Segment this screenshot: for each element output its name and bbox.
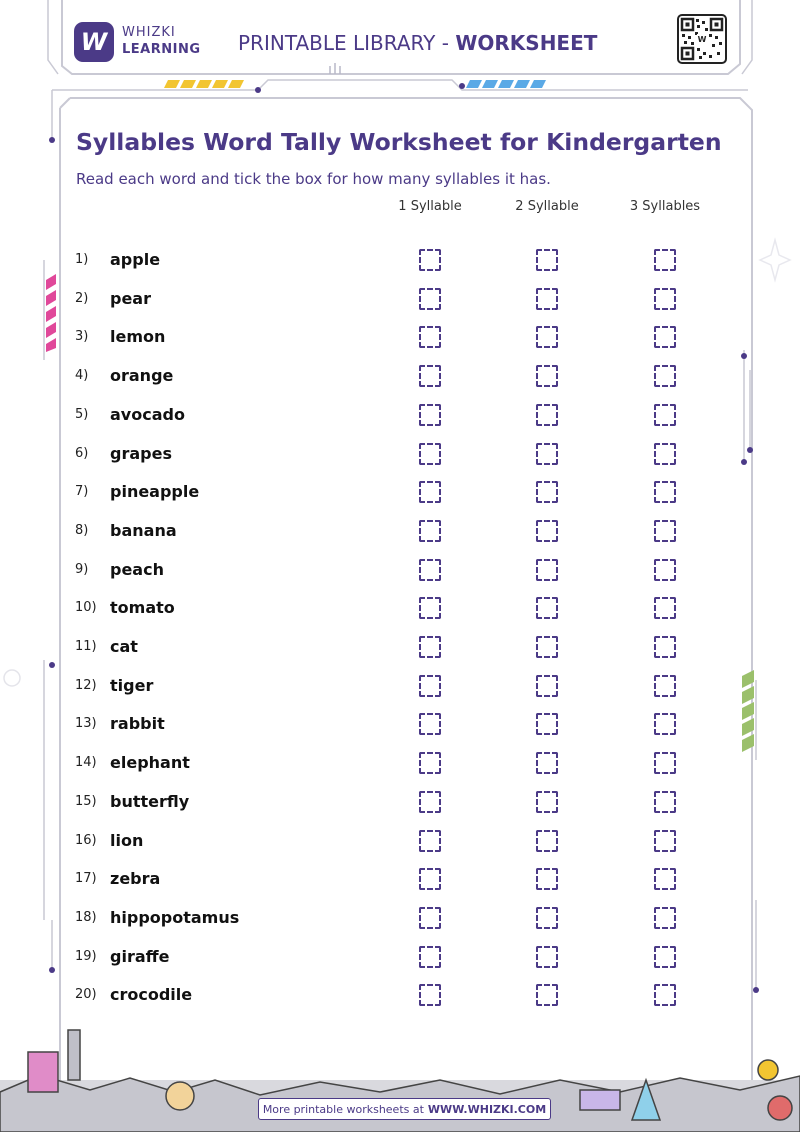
item-number: 2): [75, 290, 89, 306]
tick-box-3-syllables[interactable]: [654, 559, 676, 581]
header-title-prefix: PRINTABLE LIBRARY -: [238, 31, 456, 55]
tick-box-3-syllables[interactable]: [654, 249, 676, 271]
item-number: 6): [75, 445, 89, 461]
tick-box-1-syllable[interactable]: [419, 713, 441, 735]
tick-box-3-syllables[interactable]: [654, 984, 676, 1006]
item-number: 13): [75, 716, 97, 732]
item-word: lion: [110, 830, 144, 850]
item-word: hippopotamus: [110, 907, 240, 927]
tick-box-3-syllables[interactable]: [654, 713, 676, 735]
footer-text: More printable worksheets at: [262, 1102, 424, 1116]
brand-line-1: WHIZKI: [122, 25, 176, 40]
tick-box-3-syllables[interactable]: [654, 365, 676, 387]
item-number: 5): [75, 406, 89, 422]
brand-name: [122, 24, 201, 58]
header-title-strong: WORKSHEET: [455, 31, 598, 55]
word-row: [0, 593, 800, 623]
tick-box-1-syllable[interactable]: [419, 946, 441, 968]
yellow-stripes: [164, 80, 244, 88]
tick-box-2-syllable[interactable]: [536, 984, 558, 1006]
item-number: 18): [75, 909, 97, 925]
tick-box-1-syllable[interactable]: [419, 597, 441, 619]
worksheet-title: Syllables Word Tally Worksheet for Kindergarten: [76, 128, 722, 156]
tick-box-2-syllable[interactable]: [536, 791, 558, 813]
tick-box-2-syllable[interactable]: [536, 288, 558, 310]
tick-box-3-syllables[interactable]: [654, 520, 676, 542]
tick-box-3-syllables[interactable]: [654, 443, 676, 465]
tick-box-3-syllables[interactable]: [654, 404, 676, 426]
footer-banner[interactable]: [258, 1098, 551, 1120]
column-header-2-syllable: 2 Syllable: [515, 199, 579, 214]
qr-code[interactable]: [677, 14, 727, 64]
tick-box-3-syllables[interactable]: [654, 752, 676, 774]
tick-box-2-syllable[interactable]: [536, 946, 558, 968]
item-word: banana: [110, 520, 177, 540]
tick-box-1-syllable[interactable]: [419, 481, 441, 503]
tick-box-2-syllable[interactable]: [536, 597, 558, 619]
word-row: [0, 361, 800, 391]
word-row: [0, 748, 800, 778]
tick-box-1-syllable[interactable]: [419, 868, 441, 890]
tick-box-1-syllable[interactable]: [419, 752, 441, 774]
tick-box-1-syllable[interactable]: [419, 520, 441, 542]
item-word: orange: [110, 366, 174, 386]
item-word: cat: [110, 637, 138, 656]
word-row: [0, 864, 800, 894]
item-number: 1): [75, 252, 89, 267]
word-row: [0, 477, 800, 507]
blue-stripes: [466, 80, 546, 88]
tick-box-1-syllable[interactable]: [419, 675, 441, 697]
tick-box-2-syllable[interactable]: [536, 559, 558, 581]
tick-box-1-syllable[interactable]: [419, 830, 441, 852]
item-number: 9): [75, 561, 89, 577]
item-word: giraffe: [110, 946, 170, 966]
word-row: [0, 245, 800, 275]
tick-box-2-syllable[interactable]: [536, 907, 558, 929]
item-number: 17): [75, 871, 97, 887]
tick-box-1-syllable[interactable]: [419, 404, 441, 426]
word-row: [0, 516, 800, 546]
item-number: 20): [75, 987, 97, 1003]
tick-box-3-syllables[interactable]: [654, 636, 676, 658]
tick-box-3-syllables[interactable]: [654, 481, 676, 503]
tick-box-2-syllable[interactable]: [536, 675, 558, 697]
tick-box-3-syllables[interactable]: [654, 675, 676, 697]
word-row: [0, 632, 800, 662]
tick-box-1-syllable[interactable]: [419, 984, 441, 1006]
tick-box-1-syllable[interactable]: [419, 249, 441, 271]
tick-box-1-syllable[interactable]: [419, 288, 441, 310]
tick-box-1-syllable[interactable]: [419, 791, 441, 813]
item-number: 16): [75, 832, 97, 848]
column-header-1-syllable: 1 Syllable: [398, 199, 462, 214]
item-word: tomato: [110, 598, 175, 618]
item-word: rabbit: [110, 714, 165, 734]
tick-box-3-syllables[interactable]: [654, 791, 676, 813]
footer-link[interactable]: WWW.WHIZKI.COM: [427, 1102, 547, 1116]
tick-box-1-syllable[interactable]: [419, 636, 441, 658]
whizki-logo: W: [74, 22, 114, 62]
word-row: [0, 439, 800, 469]
word-row: [0, 903, 800, 933]
item-word: zebra: [110, 869, 161, 889]
svg-text:W: W: [697, 35, 707, 44]
column-header-3-syllables: 3 Syllables: [629, 199, 701, 214]
tick-box-3-syllables[interactable]: [654, 907, 676, 929]
word-row: [0, 400, 800, 430]
item-number: 8): [75, 522, 89, 538]
word-row: [0, 980, 800, 1010]
tick-box-3-syllables[interactable]: [654, 946, 676, 968]
item-word: tiger: [110, 675, 154, 695]
word-row: [0, 709, 800, 739]
word-row: [0, 322, 800, 352]
item-number: 15): [75, 793, 97, 809]
tick-box-2-syllable[interactable]: [536, 249, 558, 271]
tick-box-3-syllables[interactable]: [654, 868, 676, 890]
item-word: avocado: [110, 404, 185, 424]
item-number: 19): [75, 948, 97, 964]
tick-box-2-syllable[interactable]: [536, 752, 558, 774]
item-word: butterfly: [110, 791, 190, 811]
tick-box-2-syllable[interactable]: [536, 520, 558, 542]
brand-line-2: LEARNING: [122, 42, 201, 57]
tick-box-1-syllable[interactable]: [419, 559, 441, 581]
tick-box-3-syllables[interactable]: [654, 326, 676, 348]
item-word: peach: [110, 559, 164, 579]
item-number: 4): [75, 368, 89, 384]
item-word: pear: [110, 288, 151, 308]
item-number: 10): [75, 600, 97, 616]
tick-box-1-syllable[interactable]: [419, 365, 441, 387]
tick-box-1-syllable[interactable]: [419, 443, 441, 465]
word-row: [0, 826, 800, 856]
word-row: [0, 284, 800, 314]
tick-box-2-syllable[interactable]: [536, 326, 558, 348]
tick-box-2-syllable[interactable]: [536, 830, 558, 852]
item-word: pineapple: [110, 482, 200, 502]
tick-box-3-syllables[interactable]: [654, 830, 676, 852]
tick-box-2-syllable[interactable]: [536, 365, 558, 387]
tick-box-2-syllable[interactable]: [536, 404, 558, 426]
item-number: 7): [75, 484, 89, 500]
item-word: crocodile: [110, 985, 193, 1005]
header-title: [238, 31, 597, 55]
worksheet-instructions: Read each word and tick the box for how many syllables it has.: [76, 170, 551, 188]
tick-box-2-syllable[interactable]: [536, 636, 558, 658]
item-word: apple: [110, 250, 161, 269]
item-word: elephant: [110, 753, 190, 773]
word-row: [0, 942, 800, 972]
item-number: 11): [75, 639, 97, 654]
word-row: [0, 787, 800, 817]
tick-box-2-syllable[interactable]: [536, 868, 558, 890]
item-word: grapes: [110, 443, 172, 463]
tick-box-1-syllable[interactable]: [419, 907, 441, 929]
item-number: 12): [75, 677, 97, 693]
tick-box-1-syllable[interactable]: [419, 326, 441, 348]
item-word: lemon: [110, 327, 166, 347]
tick-box-3-syllables[interactable]: [654, 288, 676, 310]
word-row: [0, 555, 800, 585]
tick-box-2-syllable[interactable]: [536, 713, 558, 735]
word-row: [0, 671, 800, 701]
item-number: 14): [75, 755, 97, 771]
tick-box-2-syllable[interactable]: [536, 481, 558, 503]
tick-box-2-syllable[interactable]: [536, 443, 558, 465]
tick-box-3-syllables[interactable]: [654, 597, 676, 619]
item-number: 3): [75, 329, 89, 345]
